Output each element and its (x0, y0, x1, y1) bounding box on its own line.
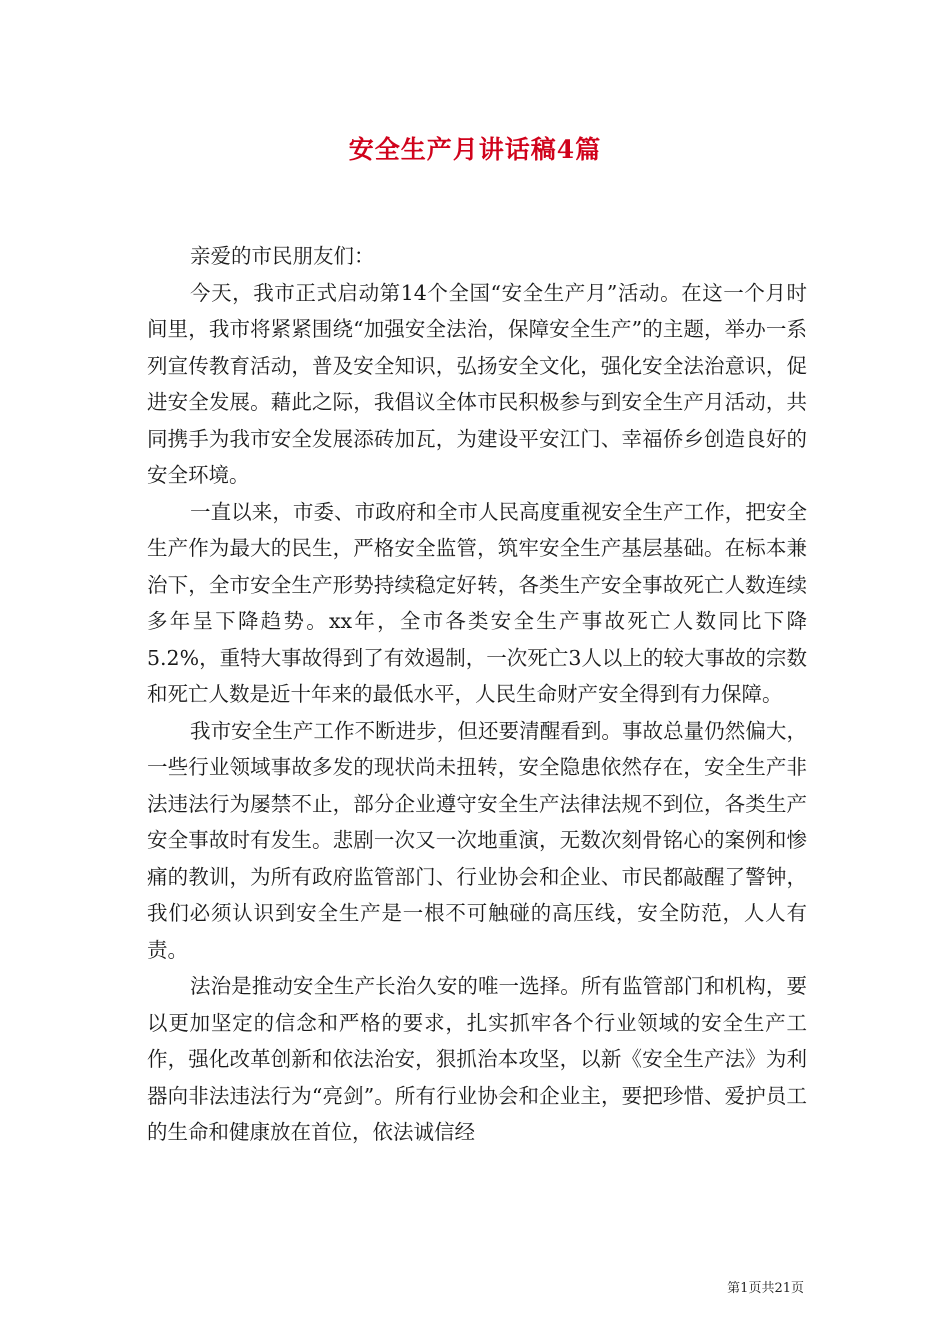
greeting-line: 亲爱的市民朋友们： (190, 244, 375, 268)
page-number: 第1页共21页 (727, 1281, 804, 1296)
document-body (147, 238, 807, 1151)
paragraph-3: 我市安全生产工作不断进步，但还要清醒看到。事故总量仍然偏大，一些行业领域事故多发的现状尚未扭转，安全隐患依然存在，安全生产非法违法行为屡禁不止，部分企业遵守安全生产法律法规不到位，各类生产安全事故时有发生。悲剧一次又一次地重演，无数次刻骨铭心的案例和惨痛的教训，为所有政府监管部门、行业协会和企业、市民都敲醒了警钟，我们必须认识到安全生产是一根不可触碰的高压线，安全防范，人人有责。 (147, 718, 807, 962)
paragraph-2: 一直以来，市委、市政府和全市人民高度重视安全生产工作，把安全生产作为最大的民生，严格安全监管，筑牢安全生产基层基础。在标本兼治下，全市安全生产形势持续稳定好转，各类生产安全事故死亡人数连续多年呈下降趋势。xx年，全市各类安全生产事故死亡人数同比下降5.2%，重特大事故得到了有效遏制，一次死亡3人以上的较大事故的宗数和死亡人数是近十年来的最低水平，人民生命财产安全得到有力保障。 (147, 499, 807, 706)
paragraph-1: 今天，我市正式启动第14个全国“安全生产月”活动。在这一个月时间里，我市将紧紧围绕“加强安全法治，保障安全生产”的主题，举办一系列宣传教育活动，普及安全知识，弘扬安全文化，强化安全法治意识，促进安全发展。藉此之际，我倡议全体市民积极参与到安全生产月活动，共同携手为我市安全发展添砖加瓦，为建设平安江门、幸福侨乡创造良好的安全环境。 (147, 280, 807, 487)
paragraph-4: 法治是推动安全生产长治久安的唯一选择。所有监管部门和机构，要以更加坚定的信念和严格的要求，扎实抓牢各个行业领域的安全生产工作，强化改革创新和依法治安，狠抓治本攻坚，以新《安全生产法》为利器向非法违法行为“亮剑”。所有行业协会和企业主，要把珍惜、爱护员工的生命和健康放在首位，依法诚信经 (147, 974, 807, 1144)
document-title: 安全生产月讲话稿4篇 (348, 135, 602, 164)
